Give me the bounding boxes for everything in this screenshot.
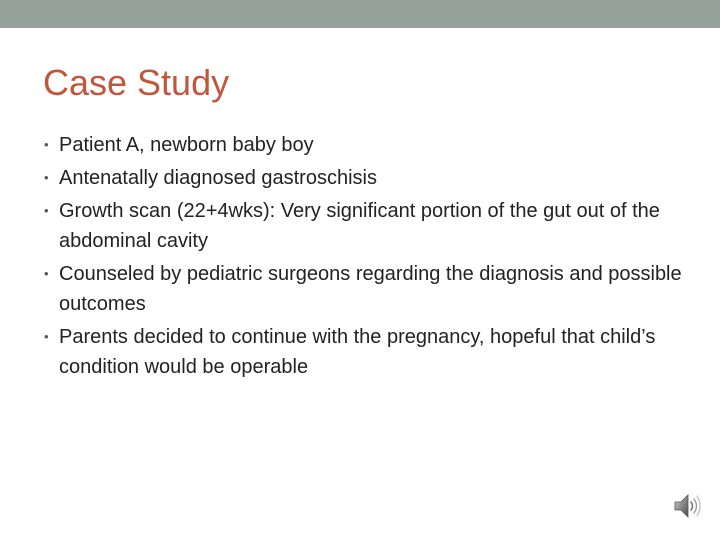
- bullet-item: [44, 130, 694, 160]
- top-band: [0, 0, 720, 28]
- slide-title: Case Study: [43, 62, 230, 103]
- bullet-item: [44, 163, 694, 193]
- bullet-dot: •: [44, 266, 49, 281]
- speaker-icon[interactable]: [672, 490, 704, 522]
- bullet-text: Antenatally diagnosed gastroschisis: [59, 167, 377, 189]
- bullet-item: [44, 259, 694, 319]
- bullet-text: Growth scan (22+4wks): Very significant portion of the gut out of the abdominal cavity: [59, 200, 660, 252]
- bullet-text: Patient A, newborn baby boy: [59, 134, 314, 156]
- bullet-item: [44, 322, 694, 382]
- bullet-dot: •: [44, 170, 49, 185]
- bullet-dot: •: [44, 203, 49, 218]
- bullet-dot: •: [44, 137, 49, 152]
- bullet-item: [44, 196, 694, 256]
- bullet-text: Counseled by pediatric surgeons regarding the diagnosis and possible outcomes: [59, 263, 682, 315]
- bullet-dot: •: [44, 329, 49, 344]
- bullet-text: Parents decided to continue with the pregnancy, hopeful that child’s condition would be operable: [59, 326, 656, 378]
- bullet-list: [44, 130, 694, 385]
